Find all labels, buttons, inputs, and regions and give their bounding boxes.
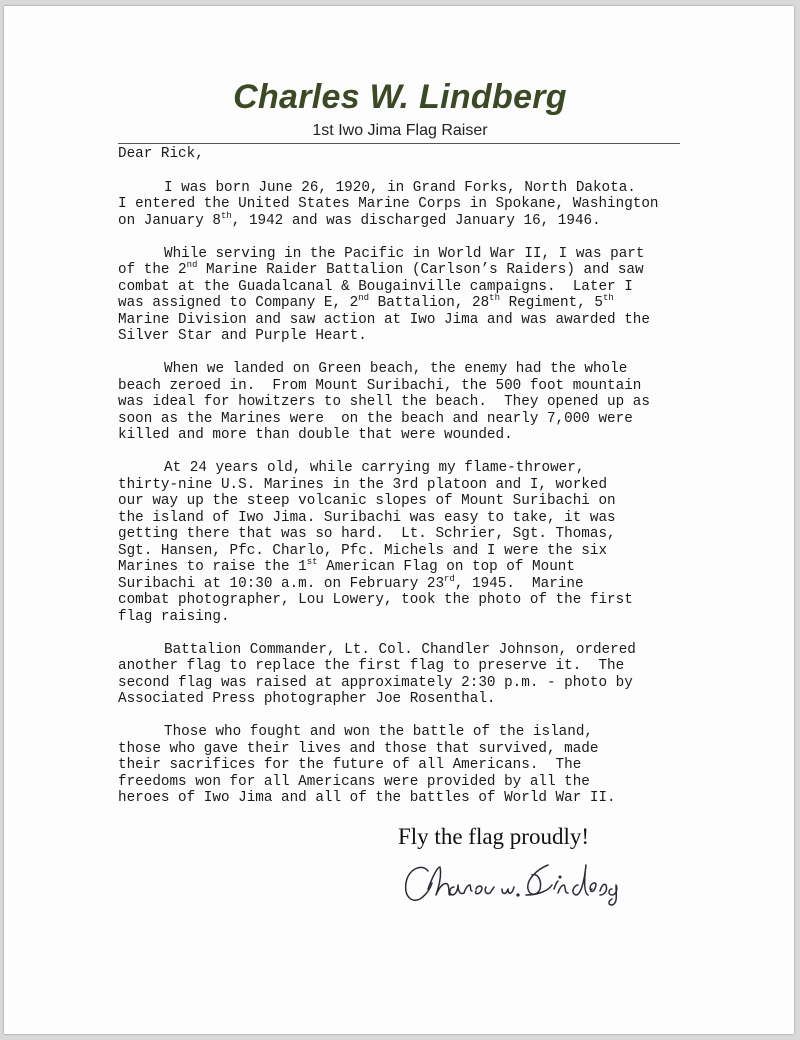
paragraph-line: second flag was raised at approximately 2:30 p.m. - photo by — [118, 674, 633, 691]
paragraph-line: was ideal for howitzers to shell the beach. They opened up as — [118, 394, 650, 410]
paragraph-line: beach zeroed in. From Mount Suribachi, the 500 foot mountain — [118, 377, 642, 394]
ordinal-suffix: th — [602, 293, 614, 303]
paragraph-line — [118, 295, 718, 312]
paragraph-line: Those who fought and won the battle of the island, — [164, 724, 593, 740]
ordinal-suffix: nd — [358, 293, 370, 303]
letterhead-name: Charles W. Lindberg — [233, 78, 567, 116]
paragraph — [118, 361, 718, 444]
line-text: , 1945. Marine — [454, 575, 584, 592]
ordinal-suffix: th — [489, 293, 500, 303]
paragraph-line: Associated Press photographer Joe Rosenthal. — [118, 691, 496, 707]
salutation: Dear Rick, — [118, 146, 204, 162]
closing-line: Fly the flag proudly! — [398, 824, 589, 849]
paragraph-line: those who gave their lives and those that survived, made — [118, 740, 599, 757]
paragraph-line: getting there that was so hard. Lt. Schrier, Sgt. Thomas, — [118, 526, 616, 542]
paragraph-line — [118, 573, 718, 593]
paragraph — [118, 460, 718, 625]
paragraph-line: Silver Star and Purple Heart. — [118, 328, 367, 344]
line-text: Regiment, 5 — [499, 295, 603, 311]
paragraph-line: heroes of Iwo Jima and all of the battles of World War II. — [118, 790, 616, 806]
paragraph-line: Marine Division and saw action at Iwo Jima and was awarded the — [118, 311, 650, 328]
letter-body — [118, 146, 718, 823]
paragraph-line: killed and more than double that were wounded. — [118, 427, 513, 443]
ordinal-suffix: th — [220, 210, 232, 221]
paragraph-line — [118, 559, 718, 576]
paragraph-line: their sacrifices for the future of all Americans. The — [118, 757, 582, 773]
line-text: Battalion, 28 — [369, 295, 490, 311]
line-text: on January 8 — [118, 212, 221, 229]
paragraph — [118, 246, 718, 345]
line-text: American Flag on top of Mount — [317, 559, 575, 575]
paragraph-line: freedoms won for all Americans were provided by all the — [118, 773, 590, 790]
paragraph-line — [118, 210, 718, 230]
paragraph — [118, 724, 718, 807]
handwritten-signature — [398, 855, 643, 907]
paragraph — [118, 642, 718, 708]
line-text: Marine Raider Battalion (Carlson’s Raiders) and saw — [197, 262, 644, 278]
paragraph-line: When we landed on Green beach, the enemy had the whole — [164, 361, 628, 377]
paragraph-line: combat at the Guadalcanal & Bougainville campaigns. Later I — [118, 278, 633, 295]
paragraph-line: our way up the steep volcanic slopes of Mount Suribachi on — [118, 493, 616, 509]
ordinal-suffix: nd — [186, 260, 198, 270]
line-text: was assigned to Company E, 2 — [118, 295, 359, 311]
paragraph-line: At 24 years old, while carrying my flame-thrower, — [164, 460, 585, 476]
paragraph-line: flag raising. — [118, 608, 230, 625]
letter-paragraphs — [118, 180, 718, 807]
paragraph-line: Battalion Commander, Lt. Col. Chandler Johnson, ordered — [164, 641, 636, 658]
paragraph-line: While serving in the Pacific in World War II, I was part — [164, 245, 645, 262]
line-text: Suribachi at 10:30 a.m. on February 23 — [118, 575, 445, 592]
paragraph-line: another flag to replace the first flag to preserve it. The — [118, 658, 625, 674]
letterhead-divider — [118, 143, 680, 144]
letterhead-subtitle: 1st Iwo Jima Flag Raiser — [312, 122, 488, 139]
paragraph-line: the island of Iwo Jima. Suribachi was easy to take, it was — [118, 509, 616, 526]
paragraph-line: combat photographer, Lou Lowery, took the photo of the first — [118, 592, 633, 608]
paragraph-line: thirty-nine U.S. Marines in the 3rd platoon and I, worked — [118, 476, 608, 493]
paragraph-line: I was born June 26, 1920, in Grand Forks, North Dakota. — [164, 179, 636, 196]
paragraph-line: soon as the Marines were on the beach and nearly 7,000 were — [118, 410, 633, 427]
paragraph — [118, 180, 718, 230]
ordinal-suffix: st — [306, 557, 318, 567]
paragraph-line — [118, 262, 718, 279]
line-text: Marines to raise the 1 — [118, 559, 307, 575]
paragraph-line: Sgt. Hansen, Pfc. Charlo, Pfc. Michels and I were the six — [118, 542, 608, 559]
line-text: , 1942 and was discharged January 16, 1946. — [231, 212, 601, 229]
line-text: of the 2 — [118, 262, 187, 278]
ordinal-suffix: rd — [444, 573, 455, 584]
paragraph-line: I entered the United States Marine Corps in Spokane, Washington — [118, 196, 659, 212]
